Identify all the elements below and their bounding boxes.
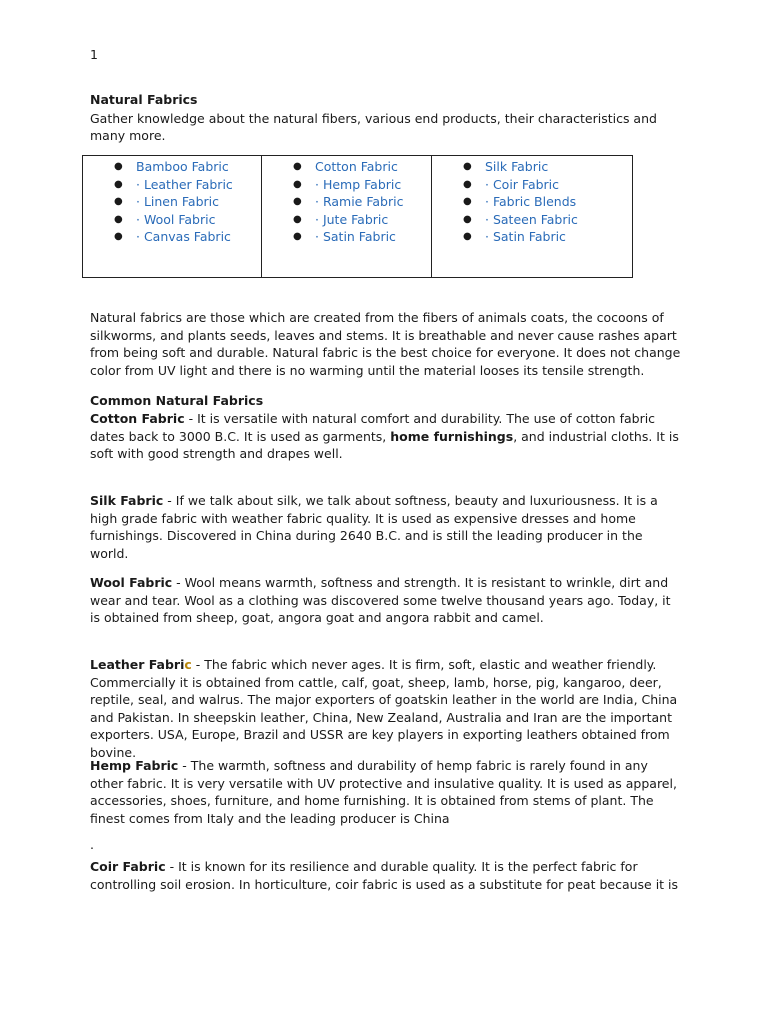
silk-text: - If we talk about silk, we talk about softness, beauty and luxuriousness. It is a high grade fabric with weather fabric quality. It is used as expensive dresses and home furnishings. Discovered in China during 2640 B.C. and is still the leading producer in the world. [90,493,658,561]
silk-paragraph [90,492,682,562]
fabric-label: · Ramie Fabric [315,194,404,209]
fabric-label: · Satin Fabric [485,229,566,244]
fabric-list-item[interactable] [262,158,431,176]
fabric-label: · Satin Fabric [315,229,396,244]
cotton-text-b: , and industrial cloths. It is soft with good strength and drapes well. [90,428,679,461]
hemp-paragraph [90,757,682,827]
stray-dot: . [90,837,94,852]
fabric-label: · Sateen Fabric [485,211,578,227]
page-title: Natural Fabrics [90,92,198,107]
fabric-column-3 [432,156,633,278]
bullet-icon: ● [114,161,123,172]
fabric-label: Silk Fabric [485,159,549,174]
bullet-icon: ● [293,161,302,172]
bullet-icon: ● [114,231,123,242]
hemp-term: Hemp Fabric [90,758,179,773]
section-heading: Common Natural Fabrics [90,393,264,408]
cotton-text-a: - It is versatile with natural comfort and durability. The use of cotton fabric dates back to 3000 B.C. It is used as garments, [90,411,656,444]
fabric-label: · Hemp Fabric [315,176,402,192]
silk-term: Silk Fabric [90,493,164,508]
leather-term: Leather Fabri [90,657,185,672]
bullet-icon: ● [463,231,472,242]
wool-paragraph [90,574,682,627]
fabric-label: · Coir Fabric [485,176,560,192]
leather-text: - The fabric which never ages. It is firm, soft, elastic and weather friendly. Commercially it is obtained from cattle, calf, goat, sheep, lamb, horse, pig, kangaroo, deer, reptile, seal, and walrus. The major exporters of goatskin leather in the world are India, China and Pakistan. In sheepskin leather, China, New Zealand, Australia and Iran are the important exporters. USA, Europe, Brazil and USSR are key players in exporting leathers obtained from bovine. [90,657,678,760]
leather-term-c: c [184,657,192,672]
fabric-label: · Canvas Fabric [136,229,231,244]
bullet-icon: ● [463,213,472,225]
fabric-list-item[interactable] [83,228,261,246]
fabric-label: · Linen Fabric [136,194,220,209]
bullet-icon: ● [293,213,302,225]
fabric-column-1 [83,156,262,278]
bullet-icon: ● [463,161,472,172]
fabric-list-item[interactable] [262,176,431,194]
cotton-bold-phrase: home furnishings [390,428,514,444]
fabric-list-item[interactable] [432,228,632,246]
fabric-list-item[interactable] [83,176,261,194]
fabric-list-item[interactable] [262,193,431,211]
coir-paragraph [90,858,682,893]
bullet-icon: ● [293,178,302,190]
bullet-icon: ● [114,178,123,190]
fabric-list-item[interactable] [432,211,632,229]
page-number: 1 [90,47,98,62]
fabric-label: Bamboo Fabric [136,159,229,174]
fabric-label: Cotton Fabric [315,159,398,174]
bullet-icon: ● [293,196,302,207]
bullet-icon: ● [114,213,123,225]
fabric-list-item[interactable] [262,211,431,229]
fabric-column-2 [262,156,432,278]
fabric-list-item[interactable] [83,211,261,229]
fabric-label: · Fabric Blends [485,194,577,209]
fabric-label: · Leather Fabric [136,176,233,192]
bullet-icon: ● [463,196,472,207]
fabric-table [82,155,633,278]
coir-text: - It is known for its resilience and durable quality. It is the perfect fabric for controlling soil erosion. In horticulture, coir fabric is used as a substitute for peat because it is [90,859,679,892]
fabric-list-item[interactable] [432,176,632,194]
fabric-list-item[interactable] [83,193,261,211]
fabric-list-item[interactable] [83,158,261,176]
leather-paragraph [90,656,682,761]
fabric-list-item[interactable] [432,158,632,176]
fabric-label: · Jute Fabric [315,211,389,227]
cotton-term: Cotton Fabric [90,411,185,426]
coir-term: Coir Fabric [90,859,166,874]
fabric-label: · Wool Fabric [136,211,216,227]
cotton-paragraph [90,410,682,463]
intro-text: Gather knowledge about the natural fibers, various end products, their characteristics and many more. [90,111,657,143]
bullet-icon: ● [463,178,472,190]
fabric-list-item[interactable] [262,228,431,246]
bullet-icon: ● [114,196,123,207]
wool-text: - Wool means warmth, softness and strength. It is resistant to wrinkle, dirt and wear and tear. Wool as a clothing was discovered some twelve thousand years ago. Today, it is obtained from sheep, goat, angora goat and angora rabbit and camel. [90,575,671,625]
wool-term: Wool Fabric [90,575,173,590]
bullet-icon: ● [293,231,302,242]
hemp-text: - The warmth, softness and durability of hemp fabric is rarely found in any other fabric. It is very versatile with UV protective and insulative quality. It is used as apparel, accessories, shoes, furniture, and home furnishing. It is obtained from stems of plant. The finest comes from Italy and the leading producer is China [90,758,677,826]
natural-fabrics-paragraph: Natural fabrics are those which are created from the fibers of animals coats, the cocoons of silkworms, and plants seeds, leaves and stems. It is breathable and never cause rashes apart from being soft and durable. Natural fabric is the best choice for everyone. It does not change color from UV light and there is no warming until the material looses its tensile strength. [90,310,681,378]
fabric-list-item[interactable] [432,193,632,211]
